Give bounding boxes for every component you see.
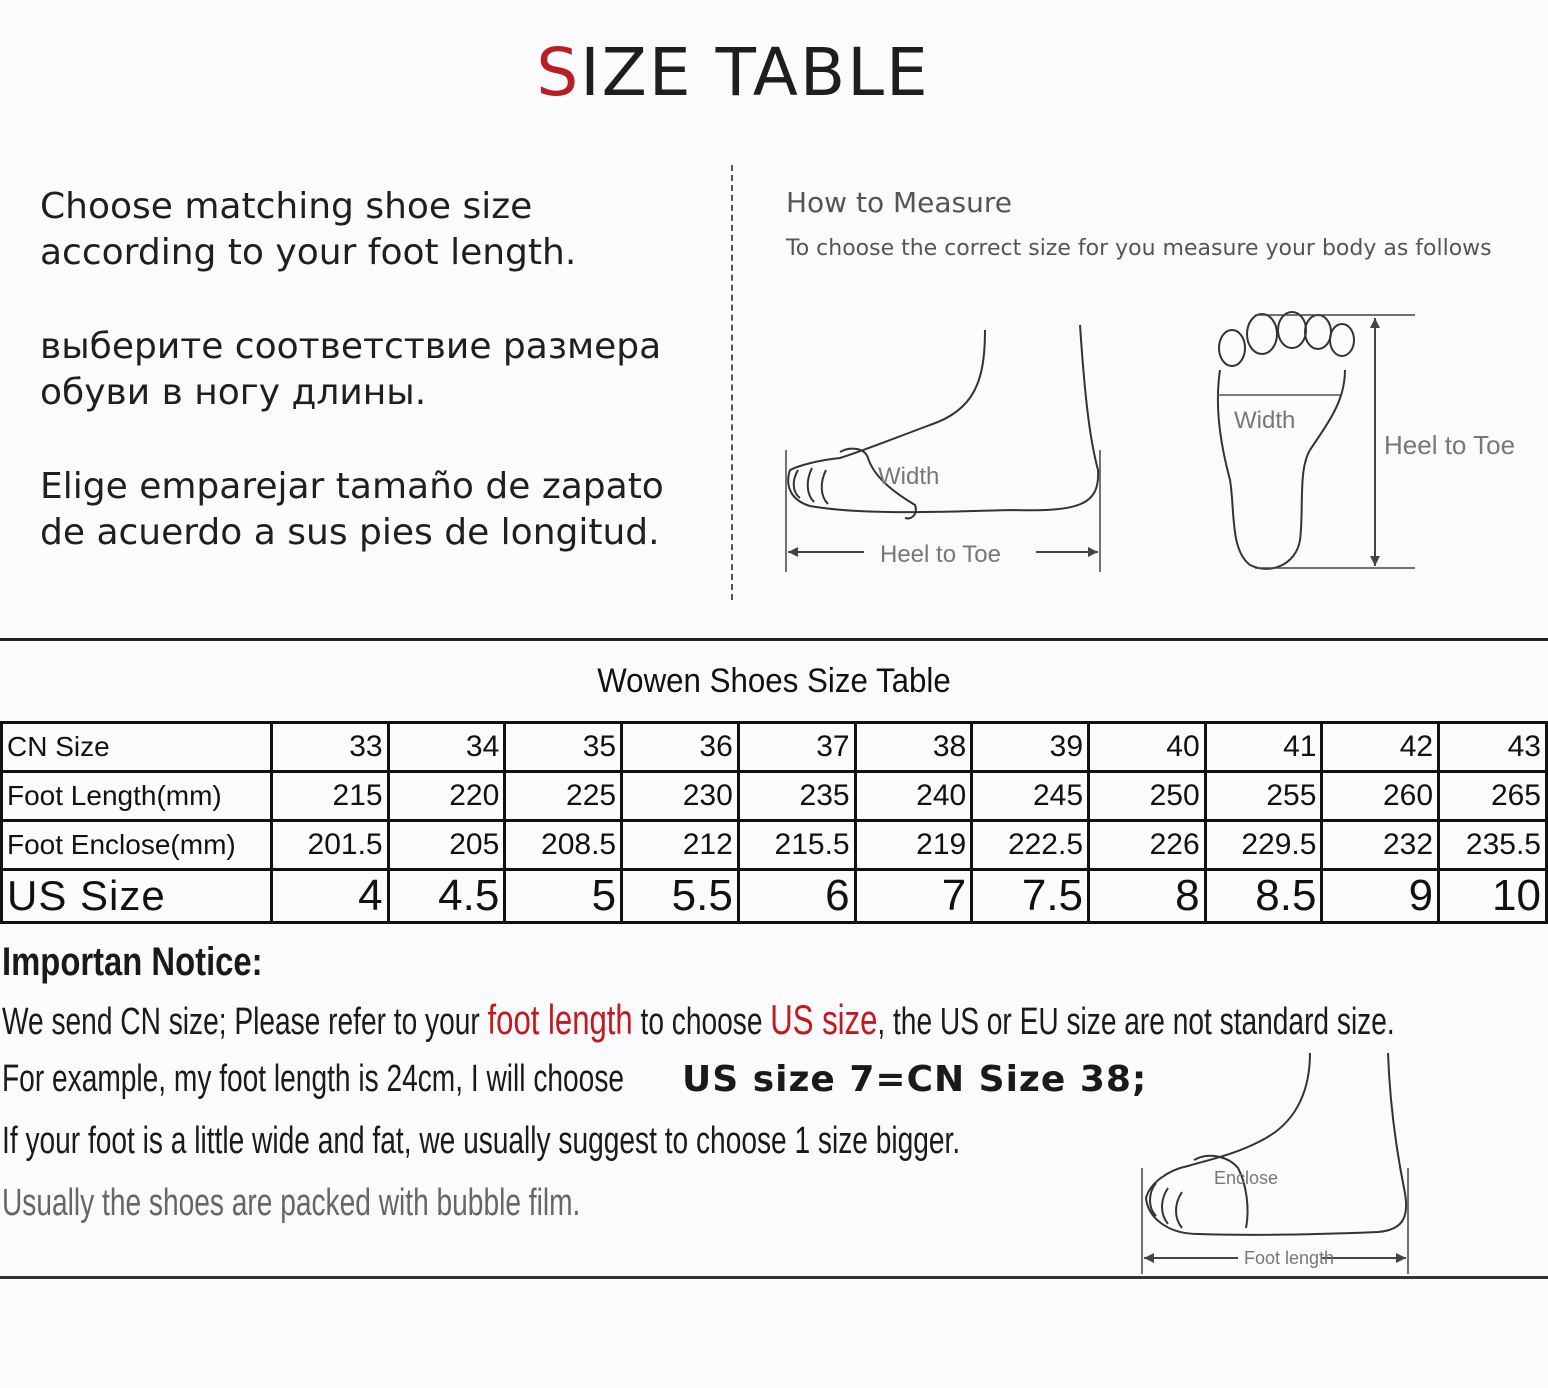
table-cell: 34: [388, 723, 505, 772]
enclose-label: Enclose: [1214, 1168, 1279, 1188]
intro-russian-line-1: выберите соответствие размера: [40, 326, 662, 367]
table-cell: 41: [1205, 723, 1322, 772]
table-row-cn-size: [2, 723, 1547, 772]
notice-line-1-text-c: to choose: [632, 1001, 771, 1043]
table-cell: 215: [271, 772, 388, 821]
table-cell: 222.5: [972, 821, 1089, 870]
side-width-label: Width: [878, 463, 940, 490]
notice-line-1: [2, 996, 1395, 1044]
side-heel-to-toe-label: Heel to Toe: [880, 541, 1001, 568]
how-to-measure-title: How to Measure: [786, 186, 1012, 219]
table-cell: 35: [505, 723, 622, 772]
notice-line-1-text-a: We send CN size; Please refer to your: [2, 1001, 488, 1043]
table-cell: 8: [1089, 870, 1206, 923]
table-cell: 39: [972, 723, 1089, 772]
size-table: [0, 721, 1548, 924]
notice-line-1-text-e: , the US or EU size are not standard size.: [877, 1001, 1395, 1043]
table-cell: 7: [855, 870, 972, 923]
table-row-foot-enclose: [2, 821, 1547, 870]
row-label: Foot Enclose(mm): [2, 821, 272, 870]
table-cell: 33: [271, 723, 388, 772]
table-cell: 43: [1439, 723, 1547, 772]
table-cell: 226: [1089, 821, 1206, 870]
table-cell: 260: [1322, 772, 1439, 821]
table-cell: 212: [622, 821, 739, 870]
how-to-measure-subtitle: To choose the correct size for you measure your body as follows: [786, 236, 1492, 261]
intro-spanish-line-2: de acuerdo a sus pies de longitud.: [40, 512, 660, 553]
table-cell: 42: [1322, 723, 1439, 772]
table-cell: 37: [738, 723, 855, 772]
side-foot-icon: [780, 320, 1110, 580]
intro-english-line-1: Choose matching shoe size: [40, 186, 533, 227]
table-cell: 9: [1322, 870, 1439, 923]
notice-line-4: Usually the shoes are packed with bubble film.: [2, 1182, 581, 1224]
intro-english-line-2: according to your foot length.: [40, 232, 577, 273]
table-top-rule: [0, 638, 1548, 641]
table-cell: 8.5: [1205, 870, 1322, 923]
table-cell: 201.5: [271, 821, 388, 870]
notice-line-2-highlight: US size 7=CN Size 38;: [682, 1059, 1148, 1100]
table-cell: 229.5: [1205, 821, 1322, 870]
table-cell: 205: [388, 821, 505, 870]
table-cell: 250: [1089, 772, 1206, 821]
table-cell: 240: [855, 772, 972, 821]
table-cell: 6: [738, 870, 855, 923]
table-row-us-size: [2, 870, 1547, 923]
notice-line-2-text-a: For example, my foot length is 24cm, I will choose: [2, 1058, 625, 1100]
title-first-letter: S: [536, 34, 581, 111]
foot-length-label: Foot length: [1244, 1248, 1335, 1268]
notice-heading: Importan Notice:: [2, 940, 263, 984]
row-label: CN Size: [2, 723, 272, 772]
sole-heel-to-toe-label: Heel to Toe: [1384, 430, 1516, 460]
table-cell: 245: [972, 772, 1089, 821]
intro-spanish-line-1: Elige emparejar tamaño de zapato: [40, 466, 664, 507]
intro-russian-line-2: обуви в ногу длины.: [40, 372, 427, 413]
bottom-rule: [0, 1276, 1548, 1279]
table-cell: 230: [622, 772, 739, 821]
table-cell: 225: [505, 772, 622, 821]
sole-foot-icon: [1210, 310, 1540, 580]
highlight-foot-length: foot length: [487, 996, 633, 1043]
row-label: US Size: [2, 870, 272, 923]
intro-english: [40, 184, 576, 276]
table-cell: 255: [1205, 772, 1322, 821]
title-rest: IZE TABLE: [580, 34, 930, 111]
highlight-us-size: US size: [770, 996, 878, 1043]
table-cell: 36: [622, 723, 739, 772]
table-cell: 220: [388, 772, 505, 821]
size-table-title: Wowen Shoes Size Table: [597, 662, 951, 700]
table-row-foot-length: [2, 772, 1547, 821]
table-cell: 4: [271, 870, 388, 923]
table-cell: 232: [1322, 821, 1439, 870]
notice-line-2: [2, 1058, 1147, 1101]
sole-width-label: Width: [1234, 407, 1296, 434]
intro-russian: [40, 324, 661, 416]
table-cell: 10: [1439, 870, 1547, 923]
foot-enclose-diagram-icon: [1138, 1048, 1418, 1276]
table-cell: 265: [1439, 772, 1547, 821]
table-cell: 208.5: [505, 821, 622, 870]
table-cell: 235: [738, 772, 855, 821]
table-cell: 235.5: [1439, 821, 1547, 870]
table-cell: 38: [855, 723, 972, 772]
page-title: [0, 34, 1466, 111]
table-cell: 40: [1089, 723, 1206, 772]
table-cell: 215.5: [738, 821, 855, 870]
table-cell: 5.5: [622, 870, 739, 923]
table-cell: 219: [855, 821, 972, 870]
notice-line-3: If your foot is a little wide and fat, we usually suggest to choose 1 size bigger.: [2, 1120, 961, 1162]
table-cell: 7.5: [972, 870, 1089, 923]
table-cell: 4.5: [388, 870, 505, 923]
section-divider: [731, 165, 733, 600]
table-cell: 5: [505, 870, 622, 923]
intro-spanish: [40, 464, 664, 556]
row-label: Foot Length(mm): [2, 772, 272, 821]
